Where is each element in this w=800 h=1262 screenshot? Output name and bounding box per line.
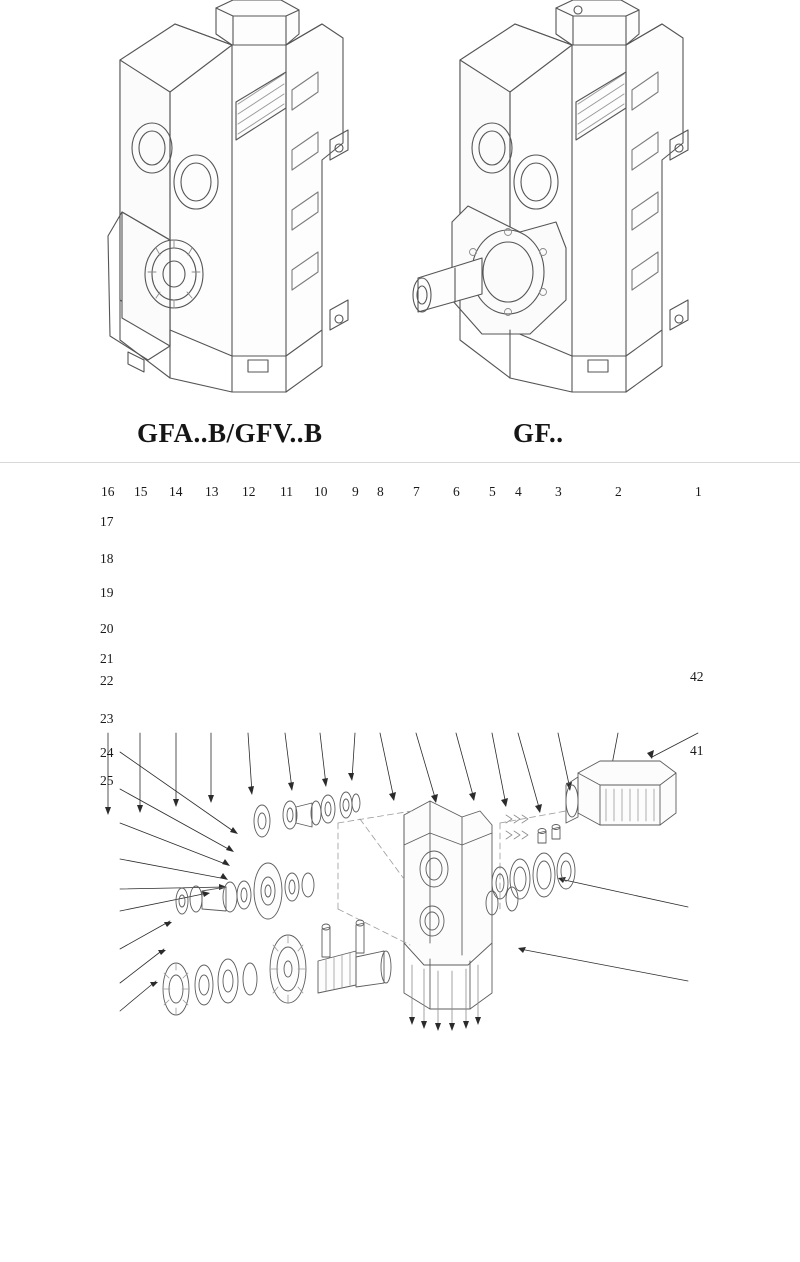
callout-10: 10 [314,484,328,499]
callout-42: 42 [690,669,704,684]
callout-24: 24 [100,745,114,760]
callout-21: 21 [100,651,114,666]
figure-caption-gfa-b: GFA..B/GFV..B [137,418,323,448]
callout-8: 8 [377,484,384,499]
callout-20: 20 [100,621,114,636]
callout-23: 23 [100,711,114,726]
callout-17: 17 [100,514,114,529]
callout-14: 14 [169,484,183,499]
callout-4: 4 [515,484,522,499]
figure-caption-gf: GF.. [513,418,564,448]
callout-16: 16 [101,484,115,499]
figure-gf [413,0,688,392]
top-figures-panel [0,0,800,462]
callout-3: 3 [555,484,562,499]
exploded-view-linework [0,462,800,1262]
callout-1: 1 [695,484,702,499]
callout-22: 22 [100,673,114,688]
callout-13: 13 [205,484,219,499]
callout-5: 5 [489,484,496,499]
callout-41: 41 [690,743,704,758]
callout-7: 7 [413,484,420,499]
callout-9: 9 [352,484,359,499]
exploded-parts-panel [0,462,800,800]
figure-gfa-b [108,0,348,392]
callout-15: 15 [134,484,148,499]
callout-6: 6 [453,484,460,499]
callout-12: 12 [242,484,256,499]
callout-11: 11 [280,484,293,499]
callout-18: 18 [100,551,114,566]
callout-25: 25 [100,773,114,788]
callout-2: 2 [615,484,622,499]
callout-19: 19 [100,585,114,600]
